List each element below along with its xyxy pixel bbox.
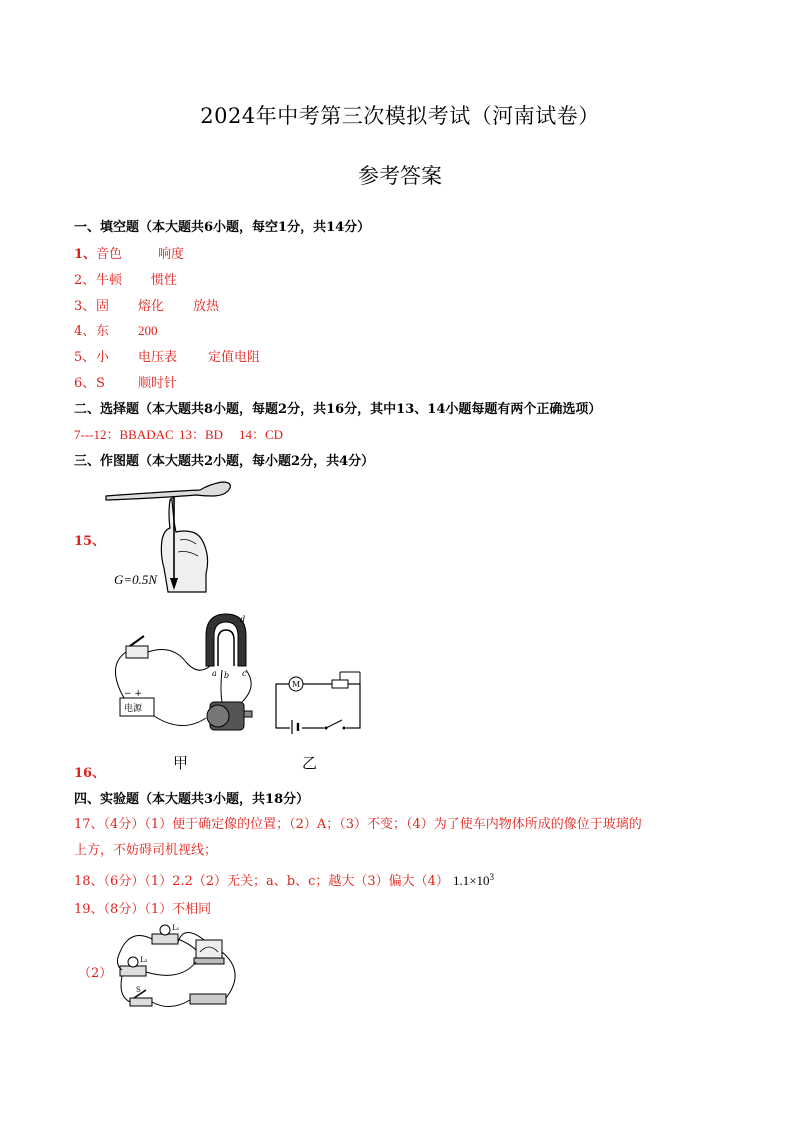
fill-answer-5 [74, 346, 260, 365]
motor-symbol-label: M [292, 680, 301, 689]
answer-number: 2、 [74, 273, 96, 288]
page-subtitle: 参考答案 [358, 164, 442, 188]
q18-value: $1.1\times 10^3$ [452, 871, 495, 888]
svg-text:b: b [224, 671, 230, 680]
svg-text:c: c [242, 669, 247, 678]
figure-label-yi: 乙 [302, 754, 318, 772]
answer-text: 电压表 [138, 350, 178, 365]
answer-text: 牛顿 [96, 273, 123, 288]
section-1-heading: 一、填空题（本大题共6小题，每空1分，共14分） [74, 220, 371, 235]
answer-text: S [96, 376, 105, 391]
spoon-finger-figure [100, 474, 240, 596]
answer-number: 1、 [74, 247, 97, 262]
answer-text: 放热 [193, 299, 220, 314]
answer-text: 顺时针 [138, 376, 178, 391]
section-2-heading: 二、选择题（本大题共8小题，每题2分，共16分，其中13、14小题每题有两个正确选项） [74, 402, 602, 417]
fill-answer-1 [74, 243, 184, 262]
svg-text:S: S [136, 986, 141, 994]
fill-answer-4 [74, 320, 158, 339]
q18-answer [74, 870, 494, 889]
q19-part-2-label: （2） [78, 966, 113, 981]
choice-answer-14: 14：CD [239, 427, 284, 442]
svg-text:− +: − + [124, 689, 142, 699]
choice-answers [74, 424, 283, 443]
answer-text: 定值电阻 [208, 350, 261, 365]
section-4-heading: 四、实验题（本大题共3小题，共18分） [74, 792, 310, 807]
answer-text: 东 [96, 324, 110, 339]
q17-answer [74, 812, 734, 864]
force-label: G=0.5N [114, 572, 158, 587]
page-title: 2024年中考第三次模拟考试（河南试卷） [200, 104, 600, 128]
answer-text: 固 [96, 299, 110, 314]
fill-answer-2 [74, 269, 177, 288]
svg-text:a: a [212, 669, 217, 678]
section-3-heading: 三、作图题（本大题共2小题，每小题2分，共4分） [74, 454, 375, 469]
q19-answer [74, 898, 211, 917]
q16-figure-jia [102, 606, 264, 742]
answer-text: 小 [96, 350, 110, 365]
figure-label-jia: 甲 [173, 754, 189, 772]
svg-text:d: d [240, 615, 246, 624]
answer-text: 响度 [158, 247, 185, 262]
fill-answer-6 [74, 372, 177, 391]
svg-text:L₂: L₂ [140, 956, 148, 964]
q18-text: 18、（6分）（1）2.2（2）无关；a、b、c；越大（3）偏大（4） [74, 874, 449, 889]
q16-figure-yi [270, 668, 366, 734]
answer-text: 惯性 [151, 273, 178, 288]
answer-number: 6、 [74, 376, 96, 391]
q15-label: 15、 [74, 534, 106, 549]
q19-text: 19、（8分）（1）不相同 [74, 902, 212, 917]
answer-text: 200 [138, 323, 158, 338]
answer-number: 4、 [74, 324, 96, 339]
answer-text: 熔化 [138, 299, 165, 314]
q16-label: 16、 [74, 766, 106, 781]
choice-answer-13: 13：BD [179, 427, 224, 442]
power-supply-label: 电源 [124, 704, 143, 714]
choice-answer-range: 7---12：BBADAC [74, 427, 174, 442]
answer-number: 3、 [74, 299, 96, 314]
q17-line-2: 上方，不妨碍司机视线； [74, 843, 218, 858]
svg-text:L₁: L₁ [172, 924, 180, 932]
answer-text: 音色 [96, 247, 123, 262]
answer-number: 5、 [74, 350, 96, 365]
fill-answer-3 [74, 295, 219, 314]
q19-circuit-figure [110, 922, 250, 1014]
q17-line-1: 17、（4分）（1）便于确定像的位置；（2）A；（3）不变；（4）为了使车内物体所成的像位于玻璃的 [74, 817, 642, 832]
